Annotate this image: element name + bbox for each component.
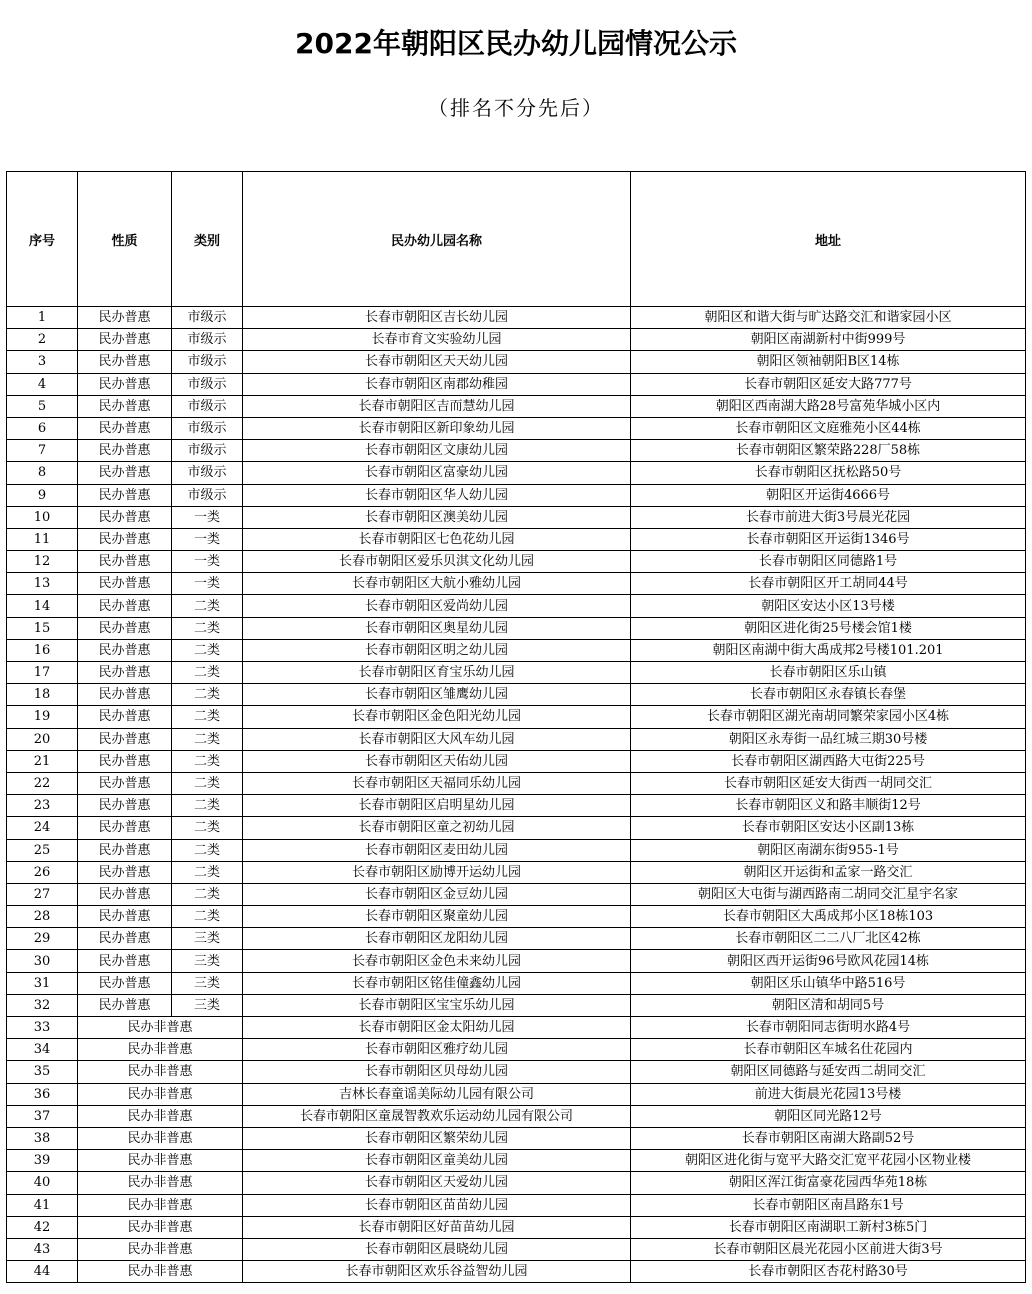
cell-name: 长春市朝阳区明之幼儿园 [243,639,631,661]
table-row [7,861,1026,883]
cell-address: 朝阳区同光路12号 [631,1105,1026,1127]
table-row [7,1216,1026,1238]
cell-nature: 民办普惠 [78,839,172,861]
cell-category: 二类 [172,639,243,661]
cell-nature: 民办普惠 [78,728,172,750]
cell-category: 二类 [172,706,243,728]
cell-name: 长春市朝阳区天爱幼儿园 [243,1172,631,1194]
cell-category: 市级示 [172,417,243,439]
cell-no: 29 [7,928,78,950]
cell-category: 一类 [172,506,243,528]
cell-category: 二类 [172,839,243,861]
cell-address: 长春市朝阳区杏花村路30号 [631,1261,1026,1283]
table-header-row [7,172,1026,307]
cell-nature: 民办非普惠 [78,1172,243,1194]
table-row [7,795,1026,817]
table-row [7,1083,1026,1105]
cell-name: 长春市朝阳区金色未来幼儿园 [243,950,631,972]
cell-no: 5 [7,395,78,417]
cell-nature: 民办非普惠 [78,1238,243,1260]
cell-name: 长春市朝阳区繁荣幼儿园 [243,1127,631,1149]
cell-nature: 民办普惠 [78,307,172,329]
cell-no: 23 [7,795,78,817]
cell-address: 长春市朝阳区晨光花园小区前进大街3号 [631,1238,1026,1260]
cell-nature: 民办非普惠 [78,1216,243,1238]
table-row [7,750,1026,772]
table-row [7,928,1026,950]
cell-category: 一类 [172,528,243,550]
header-address: 地址 [631,172,1026,307]
cell-no: 25 [7,839,78,861]
cell-category: 二类 [172,750,243,772]
cell-category: 二类 [172,595,243,617]
cell-address: 长春市朝阳区二二八厂北区42栋 [631,928,1026,950]
cell-nature: 民办非普惠 [78,1261,243,1283]
table-row [7,484,1026,506]
table-row [7,307,1026,329]
cell-name: 长春市朝阳区爱乐贝淇文化幼儿园 [243,551,631,573]
cell-address: 长春市朝阳区南湖大路副52号 [631,1127,1026,1149]
cell-name: 长春市朝阳区大航小雅幼儿园 [243,573,631,595]
cell-name: 长春市朝阳区聚童幼儿园 [243,906,631,928]
cell-no: 30 [7,950,78,972]
cell-address: 朝阳区和谐大街与旷达路交汇和谐家园小区 [631,307,1026,329]
cell-nature: 民办普惠 [78,906,172,928]
table-row [7,617,1026,639]
cell-nature: 民办普惠 [78,462,172,484]
cell-nature: 民办普惠 [78,484,172,506]
cell-no: 10 [7,506,78,528]
cell-name: 长春市朝阳区奥星幼儿园 [243,617,631,639]
cell-no: 11 [7,528,78,550]
cell-category: 二类 [172,662,243,684]
cell-name: 长春市朝阳区宝宝乐幼儿园 [243,994,631,1016]
cell-category: 市级示 [172,440,243,462]
table-row [7,1039,1026,1061]
cell-no: 27 [7,883,78,905]
cell-nature: 民办非普惠 [78,1194,243,1216]
cell-name: 长春市朝阳区好苗苗幼儿园 [243,1216,631,1238]
cell-no: 34 [7,1039,78,1061]
table-row [7,351,1026,373]
cell-no: 14 [7,595,78,617]
table-row [7,1172,1026,1194]
table-row [7,551,1026,573]
cell-name: 长春市朝阳区育宝乐幼儿园 [243,662,631,684]
cell-nature: 民办普惠 [78,351,172,373]
cell-name: 长春市育文实验幼儿园 [243,329,631,351]
table-row [7,440,1026,462]
cell-address: 长春市朝阳区湖西路大屯街225号 [631,750,1026,772]
cell-no: 42 [7,1216,78,1238]
cell-no: 37 [7,1105,78,1127]
cell-nature: 民办普惠 [78,373,172,395]
cell-name: 长春市朝阳区金色阳光幼儿园 [243,706,631,728]
cell-nature: 民办普惠 [78,551,172,573]
cell-no: 2 [7,329,78,351]
cell-category: 三类 [172,972,243,994]
table-row [7,1238,1026,1260]
cell-nature: 民办普惠 [78,861,172,883]
cell-no: 15 [7,617,78,639]
cell-nature: 民办普惠 [78,994,172,1016]
cell-no: 24 [7,817,78,839]
cell-no: 40 [7,1172,78,1194]
cell-no: 7 [7,440,78,462]
cell-name: 长春市朝阳区欢乐谷益智幼儿园 [243,1261,631,1283]
cell-name: 长春市朝阳区童之初幼儿园 [243,817,631,839]
cell-name: 长春市朝阳区晨晓幼儿园 [243,1238,631,1260]
cell-nature: 民办非普惠 [78,1083,243,1105]
cell-no: 6 [7,417,78,439]
cell-category: 二类 [172,883,243,905]
cell-no: 19 [7,706,78,728]
cell-nature: 民办非普惠 [78,1105,243,1127]
cell-nature: 民办普惠 [78,617,172,639]
cell-address: 长春市朝阳区乐山镇 [631,662,1026,684]
table-row [7,1105,1026,1127]
cell-name: 长春市朝阳区苗苗幼儿园 [243,1194,631,1216]
cell-address: 长春市朝阳区抚松路50号 [631,462,1026,484]
cell-no: 35 [7,1061,78,1083]
cell-no: 43 [7,1238,78,1260]
table-row [7,329,1026,351]
cell-address: 朝阳区浑江街富豪花园西华苑18栋 [631,1172,1026,1194]
cell-address: 长春市前进大街3号晨光花园 [631,506,1026,528]
cell-nature: 民办普惠 [78,950,172,972]
kindergarten-table [6,171,1026,1283]
cell-nature: 民办普惠 [78,573,172,595]
cell-nature: 民办普惠 [78,329,172,351]
cell-no: 31 [7,972,78,994]
cell-name: 长春市朝阳区龙阳幼儿园 [243,928,631,950]
cell-nature: 民办普惠 [78,528,172,550]
cell-address: 长春市朝阳区大禹成邦小区18栋103 [631,906,1026,928]
cell-name: 长春市朝阳区金豆幼儿园 [243,883,631,905]
cell-category: 三类 [172,928,243,950]
cell-category: 一类 [172,551,243,573]
cell-no: 17 [7,662,78,684]
cell-name: 长春市朝阳区大风车幼儿园 [243,728,631,750]
cell-no: 20 [7,728,78,750]
cell-no: 21 [7,750,78,772]
table-row [7,817,1026,839]
cell-address: 长春市朝阳区车城名仕花园内 [631,1039,1026,1061]
cell-nature: 民办普惠 [78,817,172,839]
cell-name: 长春市朝阳区南郡幼稚园 [243,373,631,395]
cell-address: 长春市朝阳区安达小区副13栋 [631,817,1026,839]
cell-category: 二类 [172,684,243,706]
cell-name: 长春市朝阳区雏鹰幼儿园 [243,684,631,706]
table-row [7,462,1026,484]
table-row [7,639,1026,661]
cell-category: 市级示 [172,329,243,351]
cell-address: 长春市朝阳区延安大路777号 [631,373,1026,395]
cell-category: 市级示 [172,307,243,329]
cell-name: 长春市朝阳区天福同乐幼儿园 [243,772,631,794]
cell-address: 朝阳区进化街与宽平大路交汇宽平花园小区物业楼 [631,1150,1026,1172]
table-row [7,595,1026,617]
cell-category: 三类 [172,994,243,1016]
cell-no: 22 [7,772,78,794]
table-row [7,395,1026,417]
cell-name: 长春市朝阳区新印象幼儿园 [243,417,631,439]
cell-no: 41 [7,1194,78,1216]
cell-name: 长春市朝阳区爱尚幼儿园 [243,595,631,617]
cell-nature: 民办非普惠 [78,1127,243,1149]
cell-nature: 民办普惠 [78,706,172,728]
cell-category: 二类 [172,617,243,639]
table-row [7,772,1026,794]
cell-nature: 民办普惠 [78,795,172,817]
cell-address: 长春市朝阳区繁荣路228厂58栋 [631,440,1026,462]
cell-no: 1 [7,307,78,329]
cell-no: 33 [7,1017,78,1039]
cell-nature: 民办普惠 [78,772,172,794]
table-row [7,417,1026,439]
cell-address: 朝阳区安达小区13号楼 [631,595,1026,617]
table-row [7,706,1026,728]
cell-no: 26 [7,861,78,883]
cell-address: 朝阳区开运街4666号 [631,484,1026,506]
table-row [7,950,1026,972]
cell-nature: 民办普惠 [78,395,172,417]
cell-nature: 民办非普惠 [78,1039,243,1061]
cell-nature: 民办普惠 [78,595,172,617]
cell-nature: 民办非普惠 [78,1150,243,1172]
cell-name: 长春市朝阳区七色花幼儿园 [243,528,631,550]
cell-address: 长春市朝阳区湖光南胡同繁荣家园小区4栋 [631,706,1026,728]
cell-address: 长春市朝阳区开工胡同44号 [631,573,1026,595]
cell-nature: 民办普惠 [78,883,172,905]
cell-name: 长春市朝阳区天佑幼儿园 [243,750,631,772]
cell-no: 38 [7,1127,78,1149]
cell-address: 长春市朝阳区南湖职工新村3栋5门 [631,1216,1026,1238]
cell-name: 长春市朝阳区吉长幼儿园 [243,307,631,329]
cell-name: 吉林长春童谣美际幼儿园有限公司 [243,1083,631,1105]
table-body [7,307,1026,1283]
cell-category: 二类 [172,861,243,883]
cell-address: 长春市朝阳区文庭雅苑小区44栋 [631,417,1026,439]
cell-category: 二类 [172,817,243,839]
cell-name: 长春市朝阳区铭佳僮鑫幼儿园 [243,972,631,994]
cell-address: 朝阳区领袖朝阳B区14栋 [631,351,1026,373]
cell-name: 长春市朝阳区麦田幼儿园 [243,839,631,861]
cell-category: 市级示 [172,462,243,484]
cell-address: 朝阳区开运街和孟家一路交汇 [631,861,1026,883]
table-row [7,972,1026,994]
cell-category: 二类 [172,772,243,794]
cell-category: 市级示 [172,373,243,395]
cell-address: 长春市朝阳区延安大街西一胡同交汇 [631,772,1026,794]
cell-address: 长春市朝阳区南昌路东1号 [631,1194,1026,1216]
cell-category: 三类 [172,950,243,972]
cell-category: 二类 [172,906,243,928]
cell-no: 9 [7,484,78,506]
cell-name: 长春市朝阳区天天幼儿园 [243,351,631,373]
cell-address: 长春市朝阳区义和路丰顺街12号 [631,795,1026,817]
cell-address: 前进大街晨光花园13号楼 [631,1083,1026,1105]
cell-name: 长春市朝阳区澳美幼儿园 [243,506,631,528]
cell-address: 长春市朝阳区同德路1号 [631,551,1026,573]
cell-name: 长春市朝阳区启明星幼儿园 [243,795,631,817]
table-row [7,684,1026,706]
header-name: 民办幼儿园名称 [243,172,631,307]
cell-no: 12 [7,551,78,573]
cell-nature: 民办普惠 [78,506,172,528]
cell-name: 长春市朝阳区雅疗幼儿园 [243,1039,631,1061]
cell-address: 朝阳区进化街25号楼会馆1楼 [631,617,1026,639]
table-row [7,906,1026,928]
table-row [7,839,1026,861]
cell-nature: 民办普惠 [78,639,172,661]
cell-nature: 民办非普惠 [78,1017,243,1039]
cell-nature: 民办普惠 [78,440,172,462]
cell-address: 朝阳区南湖中街大禹成邦2号楼101.201 [631,639,1026,661]
table-row [7,994,1026,1016]
cell-address: 长春市朝阳区永春镇长春堡 [631,684,1026,706]
cell-address: 朝阳区同德路与延安西二胡同交汇 [631,1061,1026,1083]
page-subtitle: （排名不分先后） [428,96,604,120]
table-row [7,1017,1026,1039]
cell-no: 4 [7,373,78,395]
cell-address: 朝阳区大屯街与湖西路南二胡同交汇星宇名家 [631,883,1026,905]
cell-name: 长春市朝阳区贝母幼儿园 [243,1061,631,1083]
cell-nature: 民办普惠 [78,662,172,684]
table-row [7,1194,1026,1216]
cell-address: 朝阳区永寿街一品红城三期30号楼 [631,728,1026,750]
cell-name: 长春市朝阳区励博开运幼儿园 [243,861,631,883]
cell-nature: 民办普惠 [78,972,172,994]
cell-no: 28 [7,906,78,928]
cell-no: 36 [7,1083,78,1105]
table-row [7,1127,1026,1149]
header-nature: 性质 [78,172,172,307]
cell-address: 朝阳区南湖东街955-1号 [631,839,1026,861]
cell-nature: 民办普惠 [78,928,172,950]
cell-no: 8 [7,462,78,484]
cell-no: 3 [7,351,78,373]
cell-category: 一类 [172,573,243,595]
cell-no: 16 [7,639,78,661]
cell-address: 朝阳区南湖新村中街999号 [631,329,1026,351]
table-row [7,1261,1026,1283]
cell-nature: 民办普惠 [78,750,172,772]
cell-address: 长春市朝阳区开运街1346号 [631,528,1026,550]
cell-address: 朝阳区清和胡同5号 [631,994,1026,1016]
cell-name: 长春市朝阳区富豪幼儿园 [243,462,631,484]
table-row [7,662,1026,684]
cell-name: 长春市朝阳区吉而慧幼儿园 [243,395,631,417]
cell-address: 朝阳区西南湖大路28号富苑华城小区内 [631,395,1026,417]
cell-no: 39 [7,1150,78,1172]
table-row [7,528,1026,550]
cell-category: 二类 [172,795,243,817]
cell-category: 二类 [172,728,243,750]
cell-nature: 民办非普惠 [78,1061,243,1083]
cell-category: 市级示 [172,484,243,506]
cell-name: 长春市朝阳区华人幼儿园 [243,484,631,506]
cell-name: 长春市朝阳区文康幼儿园 [243,440,631,462]
cell-nature: 民办普惠 [78,417,172,439]
cell-name: 长春市朝阳区金太阳幼儿园 [243,1017,631,1039]
table-row [7,883,1026,905]
cell-address: 朝阳区西开运街96号欧风花园14栋 [631,950,1026,972]
table-row [7,373,1026,395]
table-row [7,1150,1026,1172]
header-category: 类别 [172,172,243,307]
table-row [7,573,1026,595]
cell-no: 32 [7,994,78,1016]
cell-name: 长春市朝阳区童晟智教欢乐运动幼儿园有限公司 [243,1105,631,1127]
cell-no: 18 [7,684,78,706]
cell-no: 44 [7,1261,78,1283]
cell-category: 市级示 [172,395,243,417]
page-title: 2022年朝阳区民办幼儿园情况公示 [295,27,737,60]
cell-category: 市级示 [172,351,243,373]
table-row [7,506,1026,528]
cell-name: 长春市朝阳区童美幼儿园 [243,1150,631,1172]
cell-nature: 民办普惠 [78,684,172,706]
header-no: 序号 [7,172,78,307]
table-row [7,1061,1026,1083]
cell-address: 长春市朝阳同志街明水路4号 [631,1017,1026,1039]
table-row [7,728,1026,750]
cell-address: 朝阳区乐山镇华中路516号 [631,972,1026,994]
cell-no: 13 [7,573,78,595]
